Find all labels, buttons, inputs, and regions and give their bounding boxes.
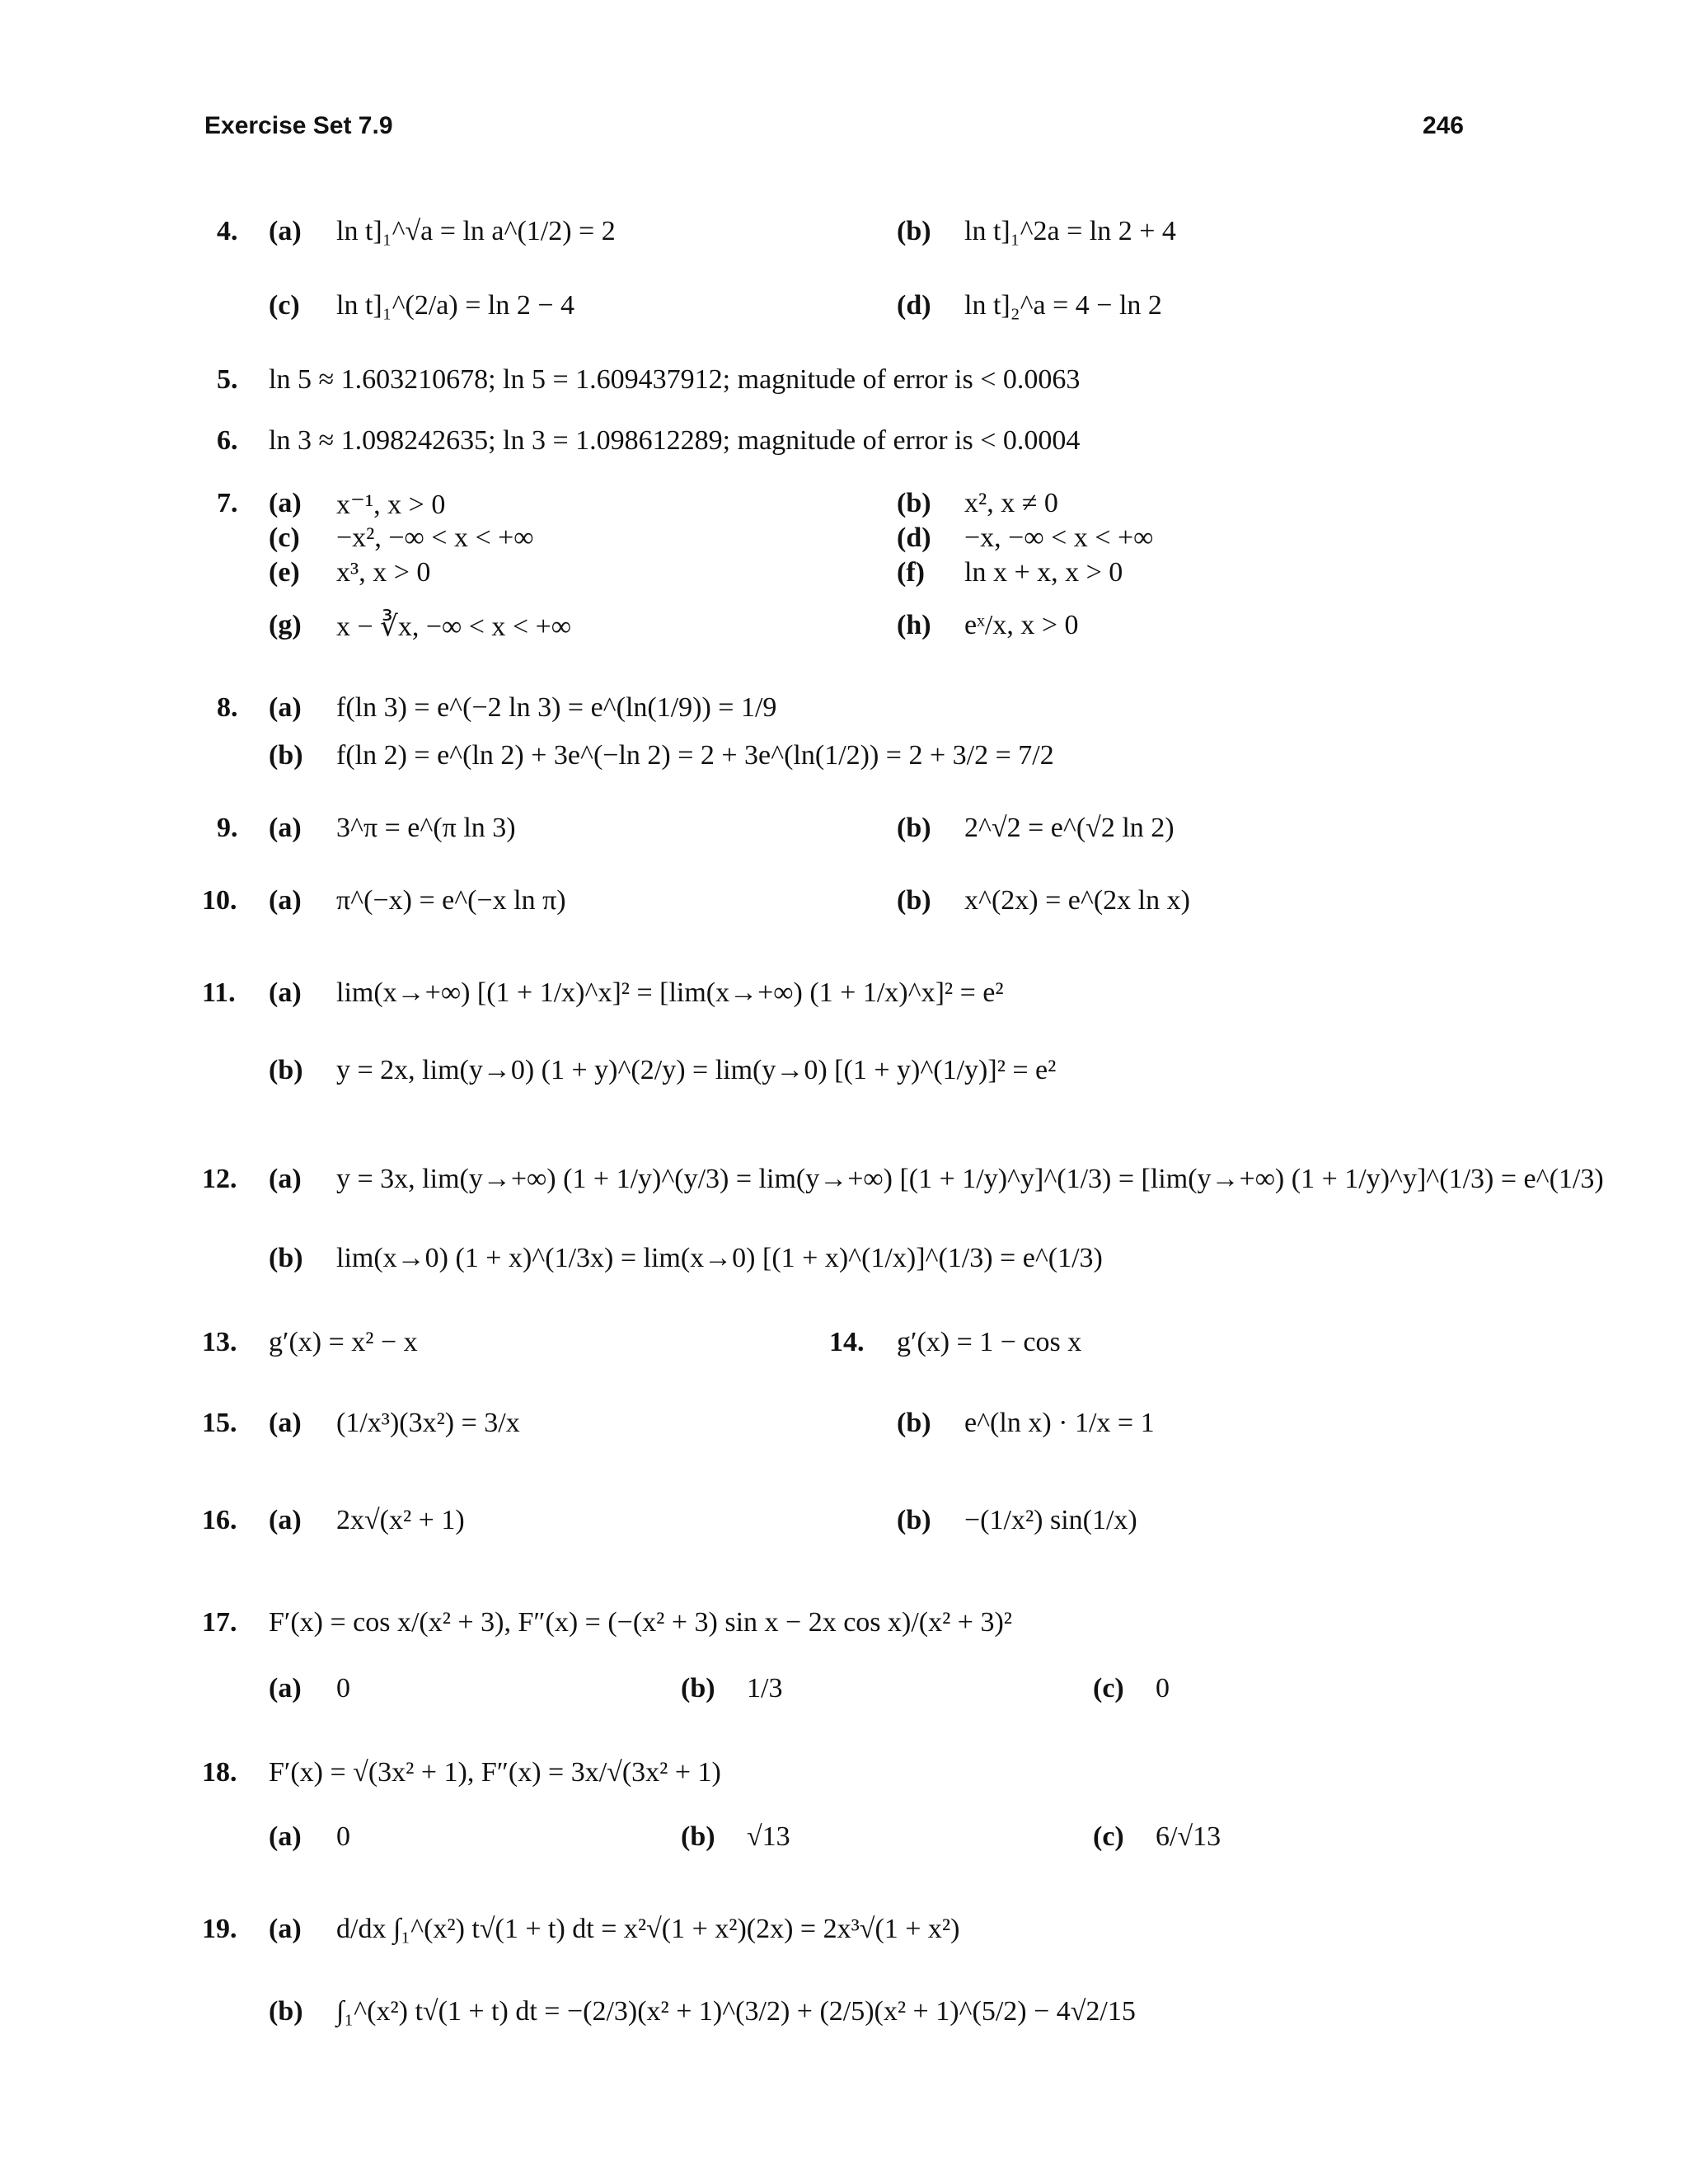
part-label: (b) — [269, 1055, 303, 1085]
part-label: (b) — [269, 1243, 303, 1273]
part-label: (b) — [681, 1673, 715, 1704]
part-label: (d) — [897, 523, 931, 553]
part-label: (a) — [269, 813, 302, 843]
page-number: 246 — [1422, 112, 1464, 139]
answer-expr: eˣ/x, x > 0 — [964, 610, 1079, 640]
answer-expr: ∫₁^(x²) t√(1 + t) dt = −(2/3)(x² + 1)^(3/2) + (2/5)(x² + 1)^(5/2) − 4√2/15 — [336, 1996, 1136, 2027]
part-label: (c) — [269, 290, 300, 321]
part-label: (a) — [269, 885, 302, 916]
item-number: 8. — [217, 692, 238, 723]
answer-expr: −x², −∞ < x < +∞ — [336, 523, 534, 553]
answer-text: ln 5 ≈ 1.603210678; ln 5 = 1.609437912; magnitude of error is < 0.0063 — [269, 364, 1081, 395]
item-number: 15. — [202, 1408, 237, 1438]
item-number: 9. — [217, 813, 238, 843]
part-label: (b) — [897, 885, 931, 916]
answer-expr: π^(−x) = e^(−x ln π) — [336, 885, 566, 916]
part-label: (g) — [269, 610, 302, 640]
item-number: 11. — [202, 977, 236, 1008]
item-number: 19. — [202, 1914, 237, 1944]
part-label: (a) — [269, 1673, 302, 1704]
answer-expr: √13 — [747, 1821, 790, 1852]
part-label: (b) — [897, 1408, 931, 1438]
page-header-title: Exercise Set 7.9 — [204, 112, 393, 139]
part-label: (b) — [681, 1821, 715, 1852]
answer-expr: 2x√(x² + 1) — [336, 1505, 465, 1535]
item-number: 7. — [217, 488, 238, 518]
part-label: (b) — [897, 813, 931, 843]
item-number: 14. — [829, 1327, 865, 1357]
part-label: (b) — [269, 1996, 303, 2027]
answer-expr: x^(2x) = e^(2x ln x) — [964, 885, 1190, 916]
part-label: (b) — [897, 1505, 931, 1535]
answer-expr: x³, x > 0 — [336, 557, 431, 588]
answer-expr: 6/√13 — [1156, 1821, 1221, 1852]
answer-expr: 3^π = e^(π ln 3) — [336, 813, 516, 843]
part-label: (f) — [897, 557, 925, 588]
answer-text: ln 3 ≈ 1.098242635; ln 3 = 1.098612289; magnitude of error is < 0.0004 — [269, 425, 1081, 456]
answer-expr: lim(x→0) (1 + x)^(1/3x) = lim(x→0) [(1 + x)^(1/x)]^(1/3) = e^(1/3) — [336, 1243, 1103, 1273]
answer-expr: y = 2x, lim(y→0) (1 + y)^(2/y) = lim(y→0) [(1 + y)^(1/y)]² = e² — [336, 1055, 1057, 1085]
part-label: (b) — [269, 740, 303, 771]
part-label: (a) — [269, 692, 302, 723]
item-number: 12. — [202, 1164, 237, 1194]
item-number: 13. — [202, 1327, 237, 1357]
item-number: 10. — [202, 885, 237, 916]
item-number: 5. — [217, 364, 238, 395]
answer-expr: x − ∛x, −∞ < x < +∞ — [336, 612, 572, 642]
answer-expr: ln t]₂^a = 4 − ln 2 — [964, 290, 1162, 321]
part-label: (a) — [269, 1914, 302, 1944]
answer-expr: ln t]₁^(2/a) = ln 2 − 4 — [336, 290, 574, 321]
part-label: (c) — [1093, 1821, 1124, 1852]
answer-expr: y = 3x, lim(y→+∞) (1 + 1/y)^(y/3) = lim(y→+∞) [(1 + 1/y)^y]^(1/3) = [lim(y→+∞) (1 + 1/y)^y]^(1/3) = e^(1/3) — [336, 1164, 1604, 1194]
part-label: (a) — [269, 1505, 302, 1535]
answer-text: F′(x) = √(3x² + 1), F″(x) = 3x/√(3x² + 1) — [269, 1757, 721, 1788]
part-label: (h) — [897, 610, 931, 640]
answer-expr: f(ln 3) = e^(−2 ln 3) = e^(ln(1/9)) = 1/9 — [336, 692, 777, 723]
item-number: 18. — [202, 1757, 237, 1788]
answer-expr: e^(ln x) · 1/x = 1 — [964, 1408, 1155, 1438]
answer-expr: ln x + x, x > 0 — [964, 557, 1123, 588]
part-label: (d) — [897, 290, 931, 321]
answer-expr: f(ln 2) = e^(ln 2) + 3e^(−ln 2) = 2 + 3e^(ln(1/2)) = 2 + 3/2 = 7/2 — [336, 740, 1054, 771]
part-label: (a) — [269, 1408, 302, 1438]
answer-text: F′(x) = cos x/(x² + 3), F″(x) = (−(x² + 3) sin x − 2x cos x)/(x² + 3)² — [269, 1607, 1012, 1638]
part-label: (e) — [269, 557, 300, 588]
answer-expr: lim(x→+∞) [(1 + 1/x)^x]² = [lim(x→+∞) (1 + 1/x)^x]² = e² — [336, 977, 1004, 1008]
part-label: (a) — [269, 1164, 302, 1194]
answer-expr: ln t]₁^2a = ln 2 + 4 — [964, 216, 1176, 246]
part-label: (a) — [269, 216, 302, 246]
answer-expr: 2^√2 = e^(√2 ln 2) — [964, 813, 1175, 843]
answer-expr: 1/3 — [747, 1673, 783, 1704]
item-number: 4. — [217, 216, 238, 246]
answer-expr: 0 — [336, 1673, 350, 1704]
part-label: (a) — [269, 1821, 302, 1852]
part-label: (b) — [897, 216, 931, 246]
item-number: 6. — [217, 425, 238, 456]
answer-expr: 0 — [1156, 1673, 1170, 1704]
answer-expr: d/dx ∫₁^(x²) t√(1 + t) dt = x²√(1 + x²)(2x) = 2x³√(1 + x²) — [336, 1914, 960, 1944]
answer-expr: x⁻¹, x > 0 — [336, 490, 446, 520]
answer-expr: (1/x³)(3x²) = 3/x — [336, 1408, 520, 1438]
part-label: (b) — [897, 488, 931, 518]
answer-expr: −(1/x²) sin(1/x) — [964, 1505, 1137, 1535]
answer-expr: x², x ≠ 0 — [964, 488, 1058, 518]
part-label: (c) — [1093, 1673, 1124, 1704]
part-label: (a) — [269, 977, 302, 1008]
item-number: 16. — [202, 1505, 237, 1535]
answer-expr: 0 — [336, 1821, 350, 1852]
part-label: (a) — [269, 488, 302, 518]
answer-text: g′(x) = x² − x — [269, 1327, 418, 1357]
answer-text: g′(x) = 1 − cos x — [897, 1327, 1082, 1357]
part-label: (c) — [269, 523, 300, 553]
answer-expr: ln t]₁^√a = ln a^(1/2) = 2 — [336, 216, 616, 246]
answer-expr: −x, −∞ < x < +∞ — [964, 523, 1154, 553]
item-number: 17. — [202, 1607, 237, 1638]
